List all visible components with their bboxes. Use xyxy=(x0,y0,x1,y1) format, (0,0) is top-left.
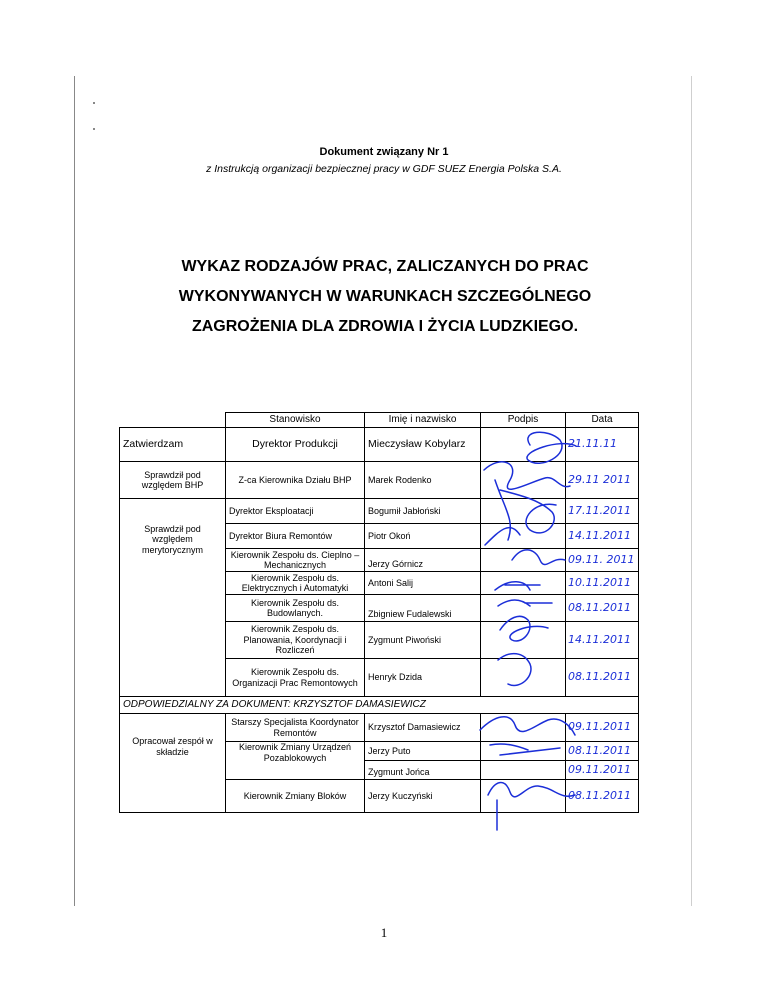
signature-cell xyxy=(481,428,566,462)
document-reference-subtitle: z Instrukcją organizacji bezpiecznej pracy w GDF SUEZ Energia Polska S.A. xyxy=(206,163,562,175)
name-cell: Jerzy Kuczyński xyxy=(365,780,481,813)
scan-margin-line-left xyxy=(74,76,75,906)
handwritten-date: 08.11.2011 xyxy=(566,595,639,622)
column-header-signature: Podpis xyxy=(481,413,566,428)
handwritten-date: 09.11.2011 xyxy=(566,714,639,742)
handwritten-date: 08.11.2011 xyxy=(566,659,639,697)
name-cell: Antoni Salij xyxy=(365,572,481,595)
name-cell: Jerzy Górnicz xyxy=(365,549,481,572)
name-cell: Jerzy Puto xyxy=(365,742,481,761)
handwritten-date: 29.11 2011 xyxy=(566,462,639,499)
signature-cell xyxy=(481,714,566,742)
main-title-line: WYKAZ RODZAJÓW PRAC, ZALICZANYCH DO PRAC xyxy=(181,258,589,275)
signature-cell xyxy=(481,780,566,813)
handwritten-date: 09.11.2011 xyxy=(566,761,639,780)
main-title-line: WYKONYWANYCH W WARUNKACH SZCZEGÓLNEGO xyxy=(178,288,592,305)
scan-speck xyxy=(93,102,95,104)
main-title xyxy=(100,252,670,342)
position-cell: Kierownik Zmiany Bloków xyxy=(226,780,365,813)
name-cell: Mieczysław Kobylarz xyxy=(365,428,481,462)
name-cell: Henryk Dzida xyxy=(365,659,481,697)
position-cell: Kierownik Zespołu ds. Budowlanych. xyxy=(226,595,365,622)
table-row xyxy=(120,499,639,524)
name-cell: Piotr Okoń xyxy=(365,524,481,549)
handwritten-date: 14.11.2011 xyxy=(566,524,639,549)
position-cell: Dyrektor Produkcji xyxy=(226,428,365,462)
position-cell: Starszy Specjalista Koordynator Remontów xyxy=(226,714,365,742)
signature-cell xyxy=(481,622,566,659)
table-row xyxy=(120,428,639,462)
name-cell: Zygmunt Piwoński xyxy=(365,622,481,659)
table-row xyxy=(120,595,639,622)
column-header-name: Imię i nazwisko xyxy=(365,413,481,428)
position-cell: Kierownik Zespołu ds. Elektrycznych i Automatyki xyxy=(226,572,365,595)
role-label: Zatwierdzam xyxy=(120,428,226,462)
column-header-position: Stanowisko xyxy=(226,413,365,428)
signature-cell xyxy=(481,761,566,780)
signature-cell xyxy=(481,549,566,572)
column-header-date: Data xyxy=(566,413,639,428)
position-cell: Dyrektor Eksploatacji xyxy=(226,499,365,524)
signature-cell xyxy=(481,595,566,622)
table-row xyxy=(120,780,639,813)
role-label: Opracował zespół w składzie xyxy=(120,714,226,780)
name-cell: Zbigniew Fudalewski xyxy=(365,595,481,622)
position-cell: Kierownik Zmiany Urządzeń Pozablokowych xyxy=(226,742,365,780)
table-row xyxy=(120,462,639,499)
handwritten-date: 08.11.2011 xyxy=(566,780,639,813)
name-cell: Marek Rodenko xyxy=(365,462,481,499)
page-number: 1 xyxy=(380,925,388,940)
position-cell: Z-ca Kierownika Działu BHP xyxy=(226,462,365,499)
table-row xyxy=(120,524,639,549)
responsible-row xyxy=(120,697,639,714)
approval-table xyxy=(119,412,639,813)
handwritten-date: 10.11.2011 xyxy=(566,572,639,595)
scan-margin-line-right xyxy=(691,76,692,906)
table-header-row xyxy=(120,413,639,428)
handwritten-date: 08.11.2011 xyxy=(566,742,639,761)
position-cell: Kierownik Zespołu ds. Organizacji Prac Remontowych xyxy=(226,659,365,697)
position-cell: Kierownik Zespołu ds. Planowania, Koordynacji i Rozliczeń xyxy=(226,622,365,659)
signature-cell xyxy=(481,742,566,761)
position-cell: Kierownik Zespołu ds. Cieplno – Mechanicznych xyxy=(226,549,365,572)
document-reference-title: Dokument związany Nr 1 xyxy=(319,146,449,158)
handwritten-date: 09.11. 2011 xyxy=(566,549,639,572)
handwritten-date: 21.11.11 xyxy=(566,428,639,462)
scan-speck xyxy=(93,128,95,130)
main-title-line: ZAGROŻENIA DLA ZDROWIA I ŻYCIA LUDZKIEGO. xyxy=(191,318,579,335)
table-row xyxy=(120,714,639,742)
name-cell: Bogumił Jabłoński xyxy=(365,499,481,524)
position-cell: Dyrektor Biura Remontów xyxy=(226,524,365,549)
responsible-person: ODPOWIEDZIALNY ZA DOKUMENT: KRZYSZTOF DAMASIEWICZ xyxy=(120,697,639,714)
signature-cell xyxy=(481,659,566,697)
signature-cell xyxy=(481,572,566,595)
signature-cell xyxy=(481,499,566,524)
signature-cell xyxy=(481,524,566,549)
name-cell: Zygmunt Jońca xyxy=(365,761,481,780)
handwritten-date: 14.11.2011 xyxy=(566,622,639,659)
signature-cell xyxy=(481,462,566,499)
handwritten-date: 17.11.2011 xyxy=(566,499,639,524)
role-label: Sprawdził pod względem merytorycznym xyxy=(120,524,226,595)
role-label: Sprawdził pod względem BHP xyxy=(120,462,226,499)
name-cell: Krzysztof Damasiewicz xyxy=(365,714,481,742)
